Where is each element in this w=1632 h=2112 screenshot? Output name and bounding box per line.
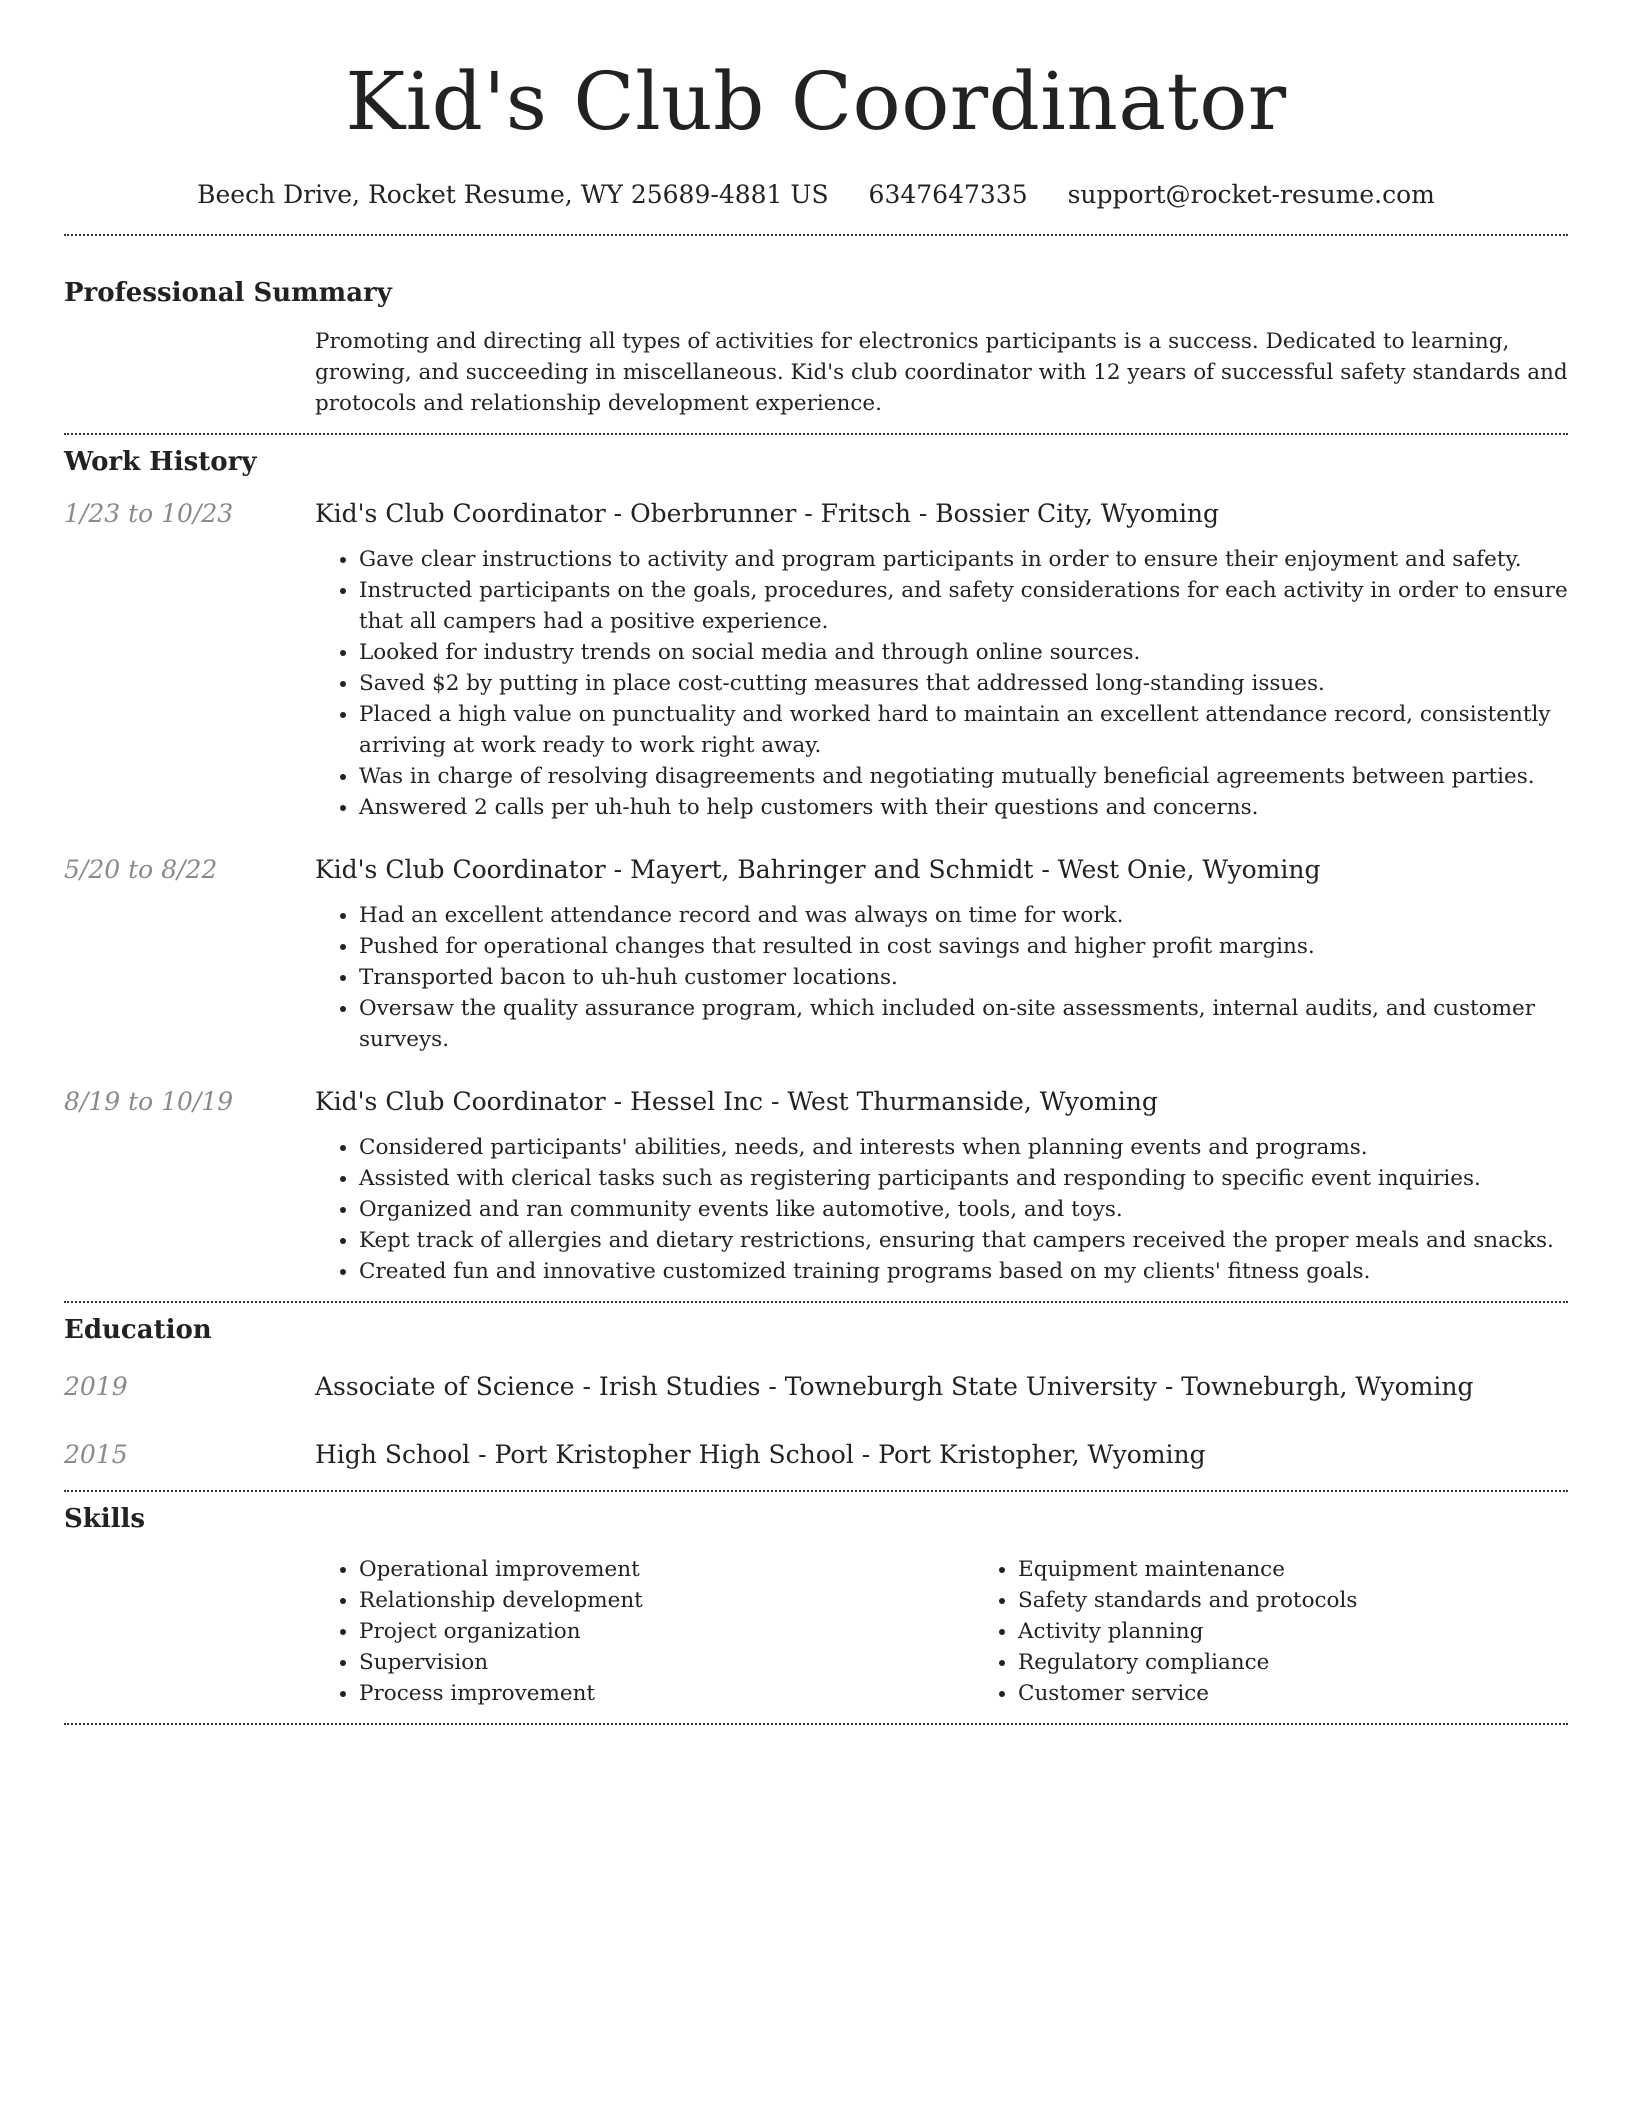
list-item: • Activity planning: [1018, 1616, 1632, 1647]
skills-list-left: [315, 1554, 974, 1709]
job-dates: 1/23 to 10/23: [64, 499, 234, 528]
contact-line: [64, 178, 1568, 212]
list-item: • Organized and ran community events like automotive, tools, and toys.: [359, 1194, 1568, 1225]
list-item: • Process improvement: [359, 1678, 974, 1709]
education-year: 2015: [64, 1440, 128, 1469]
list-item: • Kept track of allergies and dietary restrictions, ensuring that campers received the proper meals and snacks.: [359, 1225, 1568, 1256]
education-entry: [64, 1370, 1568, 1404]
divider: [64, 1301, 1568, 1303]
list-item: • Transported bacon to uh-huh customer locations.: [359, 962, 1568, 993]
list-item: • Looked for industry trends on social media and through online sources.: [359, 637, 1568, 668]
list-item: • Supervision: [359, 1647, 974, 1678]
section-title-skills: Skills: [64, 1504, 146, 1534]
list-item: • Safety standards and protocols: [1018, 1585, 1632, 1616]
education-heading: Associate of Science - Irish Studies - Towneburgh State University - Towneburgh, Wyoming: [315, 1372, 1474, 1401]
education-entry: [64, 1438, 1568, 1472]
list-item: • Regulatory compliance: [1018, 1647, 1632, 1678]
skills-section: [64, 1502, 1568, 1709]
skills-columns: [315, 1554, 1632, 1709]
list-item: • Placed a high value on punctuality and worked hard to maintain an excellent attendance record, consistently arriving at work ready to work right away.: [359, 699, 1568, 761]
resume-name: Kid's Club Coordinator: [345, 55, 1287, 148]
resume-page: [64, 0, 1568, 1725]
list-item: • Project organization: [359, 1616, 974, 1647]
education-section: [64, 1313, 1568, 1472]
section-title-summary: Professional Summary: [64, 278, 392, 308]
list-item: • Relationship development: [359, 1585, 974, 1616]
summary-section: [64, 276, 1568, 419]
job-dates: 8/19 to 10/19: [64, 1087, 234, 1116]
job-heading: Kid's Club Coordinator - Mayert, Bahringer and Schmidt - West Onie, Wyoming: [315, 855, 1321, 884]
job-bullets: [315, 900, 1568, 1055]
summary-text: Promoting and directing all types of activities for electronics participants is a success. Dedicated to learning, growing, and succeeding in miscellaneous. Kid's club coordinator with 12 years of successful safety standards and protocols and relationship development experience.: [315, 329, 1568, 416]
list-item: • Assisted with clerical tasks such as registering participants and responding to specific event inquiries.: [359, 1163, 1568, 1194]
list-item: • Gave clear instructions to activity and program participants in order to ensure their enjoyment and safety.: [359, 544, 1568, 575]
section-title-work-history: Work History: [64, 447, 257, 477]
list-item: • Considered participants' abilities, needs, and interests when planning events and programs.: [359, 1132, 1568, 1163]
list-item: • Was in charge of resolving disagreements and negotiating mutually beneficial agreements between parties.: [359, 761, 1568, 792]
job-heading: Kid's Club Coordinator - Oberbrunner - Fritsch - Bossier City, Wyoming: [315, 499, 1220, 528]
job-entry: [64, 853, 1568, 1055]
list-item: • Created fun and innovative customized training programs based on my clients' fitness goals.: [359, 1256, 1568, 1287]
contact-address: Beech Drive, Rocket Resume, WY 25689-4881 US: [197, 180, 829, 209]
job-heading: Kid's Club Coordinator - Hessel Inc - West Thurmanside, Wyoming: [315, 1087, 1158, 1116]
job-dates: 5/20 to 8/22: [64, 855, 218, 884]
list-item: • Operational improvement: [359, 1554, 974, 1585]
education-year: 2019: [64, 1372, 128, 1401]
contact-phone: 6347647335: [868, 180, 1028, 209]
divider: [64, 1490, 1568, 1492]
list-item: • Oversaw the quality assurance program, which included on-site assessments, internal audits, and customer surveys.: [359, 993, 1568, 1055]
contact-email: support@rocket-resume.com: [1067, 180, 1435, 209]
divider: [64, 234, 1568, 236]
divider: [64, 433, 1568, 435]
job-bullets: [315, 1132, 1568, 1287]
skills-list-right: [974, 1554, 1632, 1709]
section-title-education: Education: [64, 1315, 212, 1345]
education-heading: High School - Port Kristopher High School - Port Kristopher, Wyoming: [315, 1440, 1206, 1469]
list-item: • Pushed for operational changes that resulted in cost savings and higher profit margins.: [359, 931, 1568, 962]
list-item: • Equipment maintenance: [1018, 1554, 1632, 1585]
list-item: • Had an excellent attendance record and was always on time for work.: [359, 900, 1568, 931]
job-entry: [64, 1085, 1568, 1287]
list-item: • Saved $2 by putting in place cost-cutting measures that addressed long-standing issues.: [359, 668, 1568, 699]
list-item: • Answered 2 calls per uh-huh to help customers with their questions and concerns.: [359, 792, 1568, 823]
job-entry: [64, 497, 1568, 823]
job-bullets: [315, 544, 1568, 823]
divider: [64, 1723, 1568, 1725]
list-item: • Instructed participants on the goals, procedures, and safety considerations for each activity in order to ensure that all campers had a positive experience.: [359, 575, 1568, 637]
work-history-section: [64, 445, 1568, 1287]
list-item: • Customer service: [1018, 1678, 1632, 1709]
